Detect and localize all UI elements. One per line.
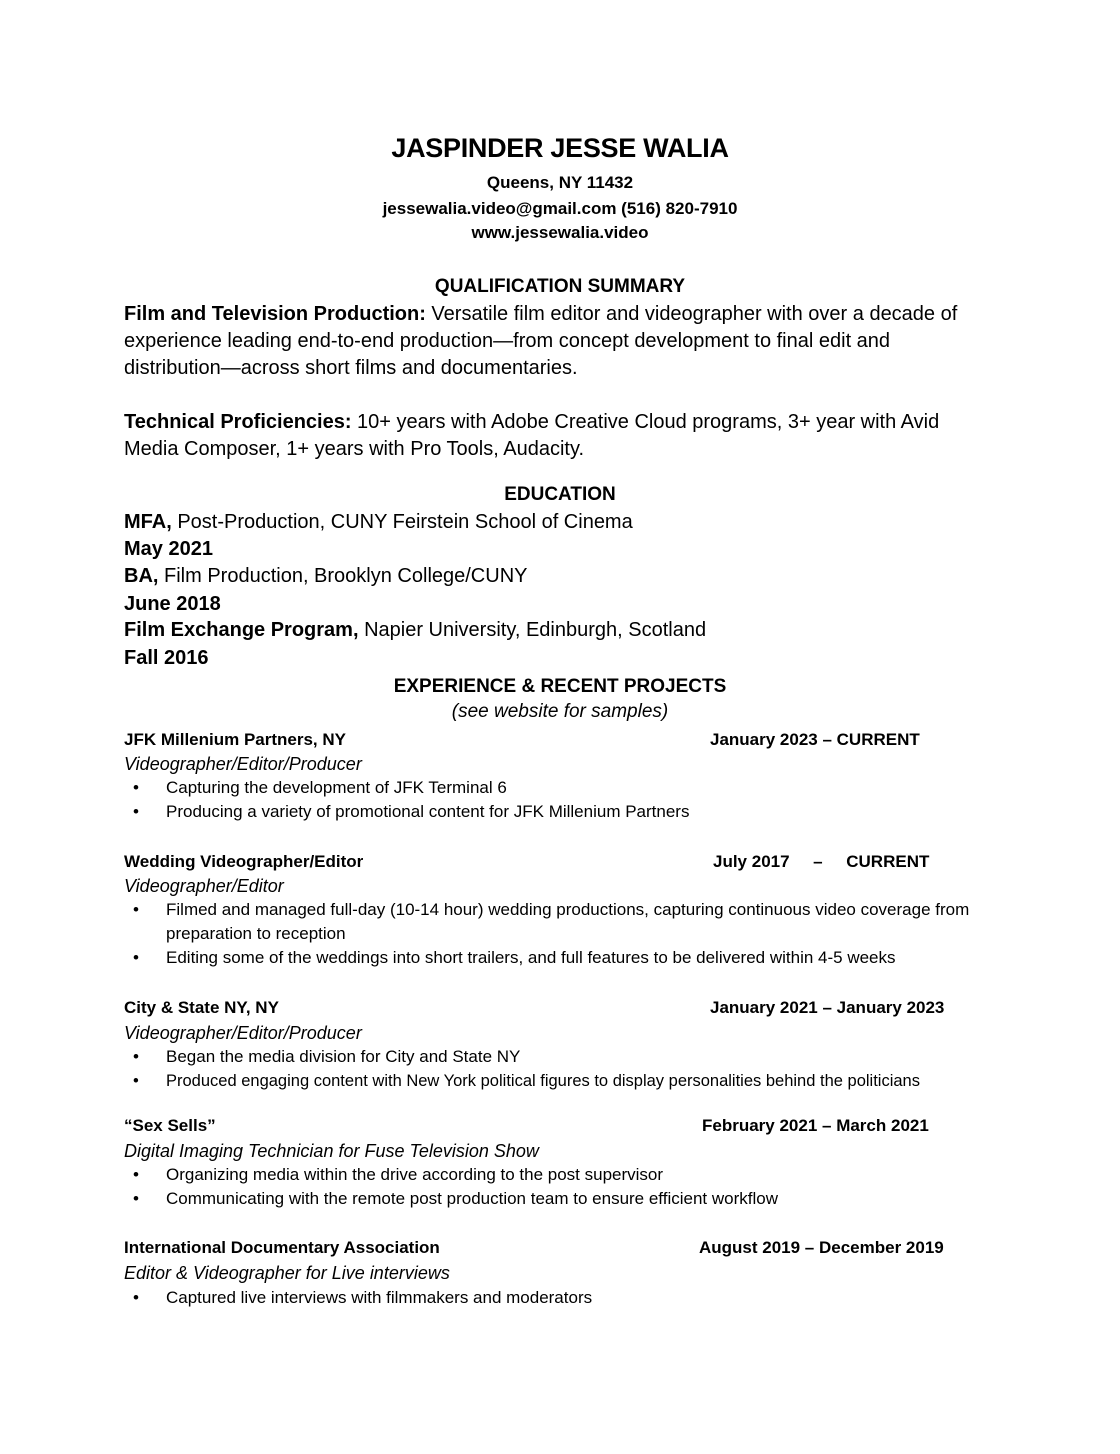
- degree: Film Exchange Program,: [124, 619, 359, 641]
- film-production-text: Versatile film editor and videographer with over a decade of experience leading end-to-end production—from concept development to final edit and distribution—across short films and documentaries.: [124, 303, 958, 379]
- degree: BA,: [124, 565, 159, 587]
- job-role: Editor & Videographer for Live interviews: [124, 1263, 450, 1283]
- job-header: [124, 1236, 1004, 1260]
- job-header: [124, 728, 1004, 752]
- job-title: JFK Millenium Partners, NY: [124, 730, 346, 749]
- technical-proficiencies-text: 10+ years with Adobe Creative Cloud programs, 3+ year with Avid Media Composer, 1+ years with Pro Tools, Audacity.: [124, 411, 940, 460]
- job-role: Videographer/Editor/Producer: [124, 754, 362, 774]
- education-date: June 2018: [124, 593, 221, 615]
- job-bullets: [124, 898, 996, 970]
- location: Queens, NY 11432: [486, 173, 634, 192]
- job-header: [124, 996, 1004, 1020]
- job-header: [124, 1114, 1004, 1138]
- email-phone: jessewalia.video@gmail.com (516) 820-7910: [382, 199, 738, 218]
- education-date: Fall 2016: [124, 647, 209, 669]
- job-date: January 2023 – CURRENT: [710, 730, 920, 749]
- job-bullets: [124, 1163, 996, 1211]
- website: www.jessewalia.video: [471, 223, 649, 242]
- bullet-item: • Producing a variety of promotional content for JFK Millenium Partners: [124, 800, 996, 824]
- bullet-item: • Captured live interviews with filmmakers and moderators: [124, 1286, 996, 1310]
- bullet-item: • Editing some of the weddings into short trailers, and full features to be delivered within 4-5 weeks: [124, 946, 996, 970]
- bullet-item: • Produced engaging content with New York political figures to display personalities behind the politicians: [124, 1069, 1046, 1093]
- job-title: Wedding Videographer/Editor: [124, 852, 364, 871]
- job-date: July 2017 – CURRENT: [713, 852, 930, 871]
- bullet-item: • Filmed and managed full-day (10-14 hour) wedding productions, capturing continuous video coverage from preparation to reception: [124, 898, 996, 946]
- job-bullets: [124, 1286, 996, 1310]
- degree-detail: Film Production, Brooklyn College/CUNY: [158, 565, 528, 587]
- job-date: January 2021 – January 2023: [710, 998, 945, 1017]
- education-item: [124, 617, 706, 644]
- job-title: City & State NY, NY: [124, 998, 279, 1017]
- job-title: International Documentary Association: [124, 1238, 440, 1257]
- job-date: August 2019 – December 2019: [699, 1238, 944, 1257]
- job-bullets: [124, 776, 996, 824]
- degree: MFA,: [124, 511, 172, 533]
- film-production-paragraph: [124, 301, 984, 382]
- education-item: [124, 563, 527, 590]
- degree-detail: Post-Production, CUNY Feirstein School of Cinema: [171, 511, 633, 533]
- education-item: [124, 509, 633, 536]
- experience-heading: EXPERIENCE & RECENT PROJECTS: [393, 676, 727, 697]
- experience-subheading: (see website for samples): [451, 701, 669, 722]
- resume-name: JASPINDER JESSE WALIA: [391, 133, 729, 163]
- bullet-item: • Organizing media within the drive according to the post supervisor: [124, 1163, 996, 1187]
- qualification-heading: QUALIFICATION SUMMARY: [434, 276, 686, 297]
- job-role: Digital Imaging Technician for Fuse Television Show: [124, 1141, 539, 1161]
- job-role: Videographer/Editor/Producer: [124, 1023, 362, 1043]
- bullet-item: • Began the media division for City and State NY: [124, 1045, 996, 1069]
- job-date: February 2021 – March 2021: [702, 1116, 929, 1135]
- job-title: “Sex Sells”: [124, 1116, 216, 1135]
- job-bullets: [124, 1045, 1046, 1093]
- bullet-item: • Communicating with the remote post production team to ensure efficient workflow: [124, 1187, 996, 1211]
- education-heading: EDUCATION: [504, 484, 616, 505]
- technical-proficiencies-paragraph: [124, 409, 964, 463]
- job-role: Videographer/Editor: [124, 876, 284, 896]
- film-production-label: Film and Television Production:: [124, 303, 426, 325]
- job-header: [124, 850, 1004, 874]
- education-date: May 2021: [124, 538, 213, 560]
- technical-proficiencies-label: Technical Proficiencies:: [124, 411, 352, 433]
- bullet-item: • Capturing the development of JFK Terminal 6: [124, 776, 996, 800]
- degree-detail: Napier University, Edinburgh, Scotland: [358, 619, 707, 641]
